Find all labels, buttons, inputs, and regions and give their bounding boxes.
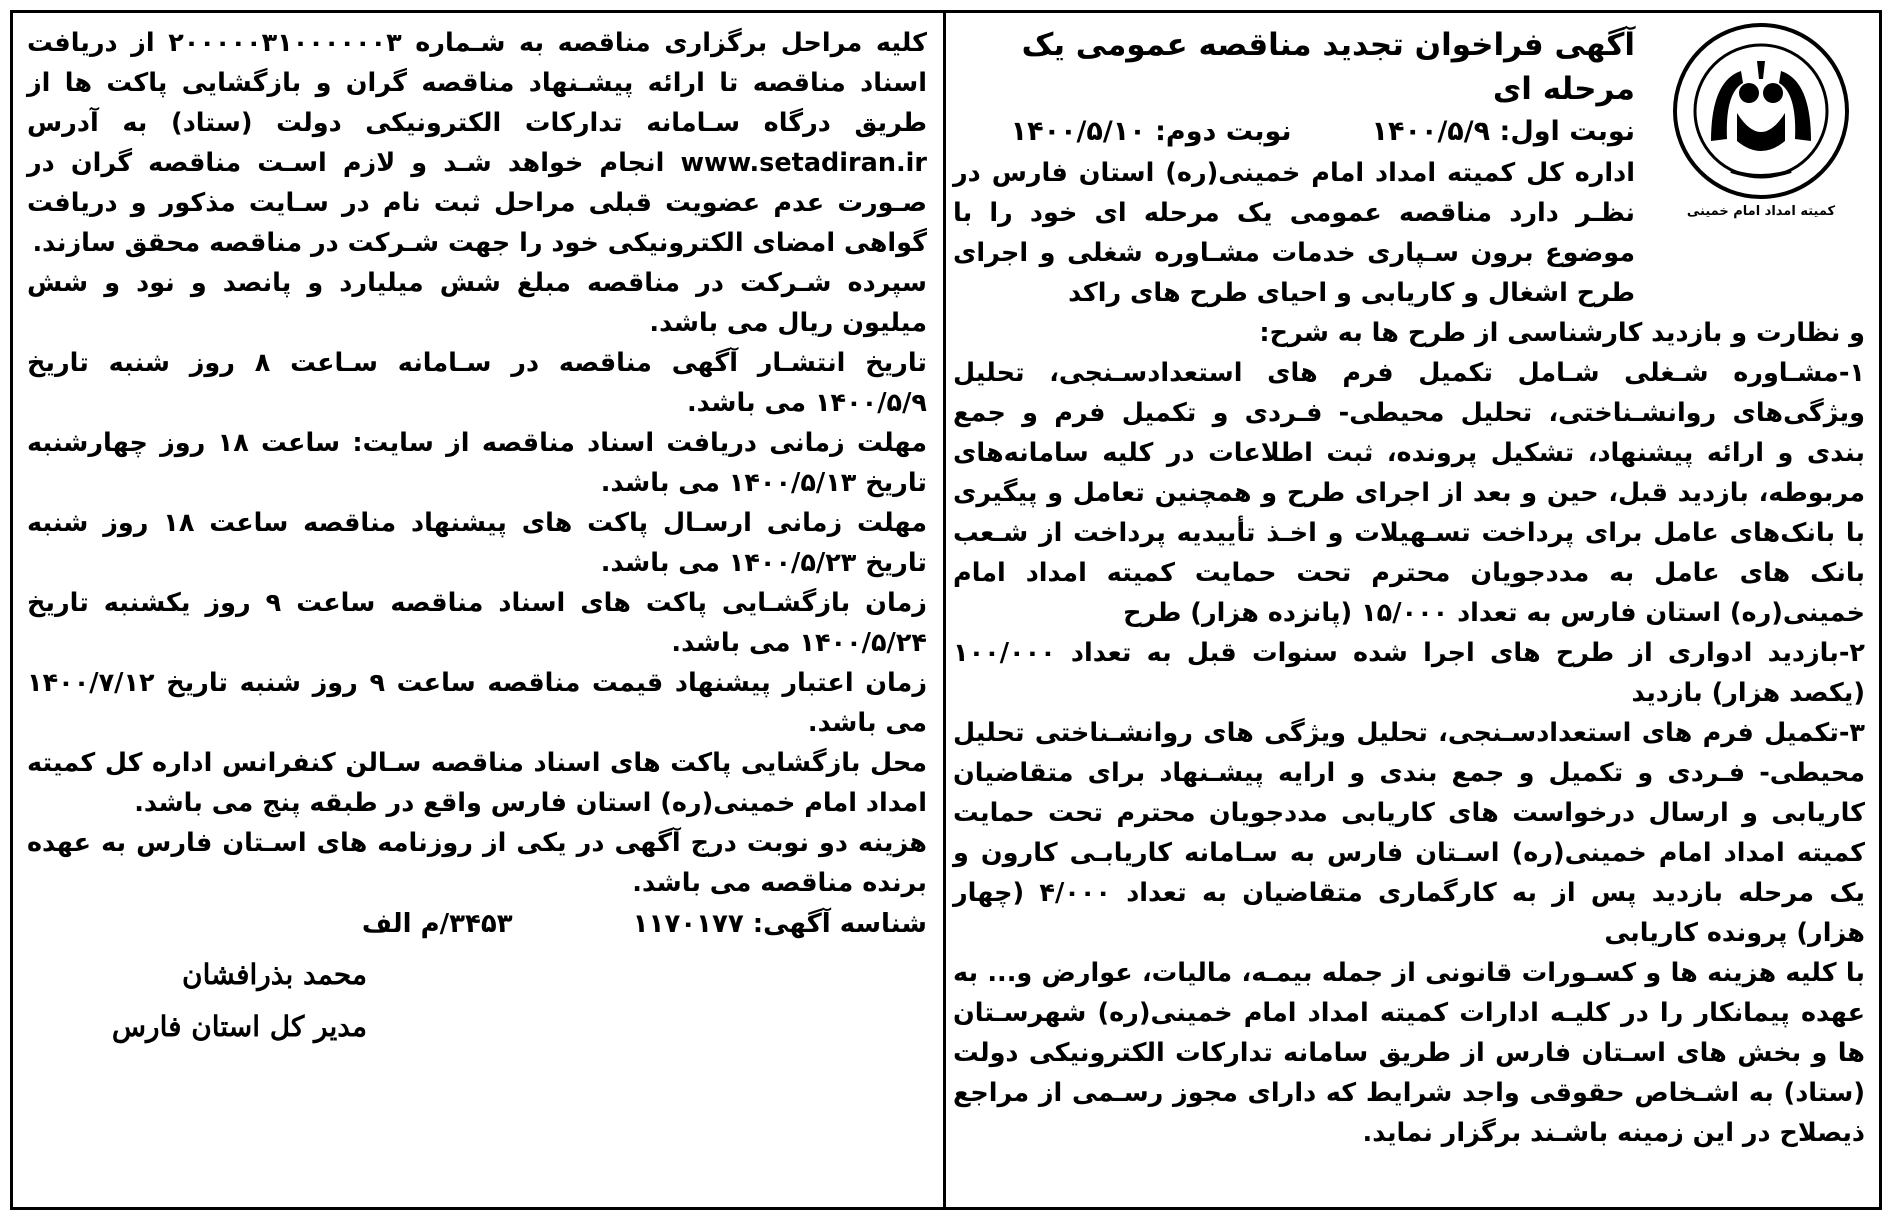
logo-caption: کمیته امداد امام خمینی (1686, 204, 1836, 219)
notice-frame (10, 10, 1882, 1210)
intro-continuation: و نظارت و بازدید کارشناسی از طرح ها به شرح: (1259, 318, 1865, 348)
signer-name: محمد بذرافشان (182, 958, 367, 991)
first-round-date: نوبت اول: ۱۴۰۰/۵/۹ (1371, 116, 1635, 147)
item-1: ۱-مشـاوره شـغلی شـامل تکمیل فرم های استعدادسـنجی، تحلیل ویژگی‌های روانشـناختی، تحلیل محیطی- فـردی و تکمیل فرم و جمع بندی و ارائه پیشنهاد، تشکیل پرونده، ثبت اطلاعات در کلیه سامانه‌های مربوطه، بازدید قبل، حین و بعد از اجرای طرح و همچنین تعامل و پیگیری با بانک‌های عامل برای پرداخت تسـهیلات و اخـذ تأییدیه پرداخت از شـعب بانک های عامل به مددجویان محترم تحت حمایت کمیته امداد امام خمینی(ره) استان فارس به تعداد ۱۵/۰۰۰ (پانزده هزار) طرح (953, 358, 1865, 628)
ad-id: شناسه آگهی: ۱۱۷۰۱۷۷ (632, 909, 927, 939)
costs-paragraph: با کلیه هزینه ها و کسـورات قانونی از جمله بیمـه، مالیات، عوارض و... به عهده پیمانکار را در کلیـه ادارات کمیته امداد امام خمینی(ره) شهرسـتان ها و بخش های اسـتان فارس از طریق سامانه تدارکات الکترونیکی دولت (ستاد) به اشـخاص حقوقی واجد شرایط که دارای مجوز رسـمی از مراجع ذیصلاح در این زمینه باشـند برگزار نماید. (953, 958, 1865, 1148)
left-column (13, 13, 943, 1207)
opening-location-paragraph: محل بازگشایی پاکت های اسناد مناقصه سـالن کنفرانس اداره کل کمیته امداد امام خمینی(ره) استان فارس واقع در طبقه پنج می باشد. (27, 748, 927, 818)
publication-date-paragraph: تاریخ انتشـار آگهی مناقصه در سـامانه سـاعت ۸ روز شنبه تاریخ ۱۴۰۰/۵/۹ می باشد. (27, 348, 927, 418)
signer-title: مدیر کل استان فارس (111, 1010, 367, 1043)
organization-logo (1651, 21, 1871, 251)
emdad-emblem-icon (1671, 21, 1851, 201)
ad-cost-paragraph: هزینه دو نوبت درج آگهی در یکی از روزنامه های اسـتان فارس به عهده برنده مناقصه می باشد. (27, 828, 927, 898)
second-round-date: نوبت دوم: ۱۴۰۰/۵/۱۰ (1010, 116, 1292, 147)
ad-code: ۳۴۵۳/م الف (361, 909, 513, 939)
right-column (937, 13, 1879, 1207)
deposit-paragraph: سپرده شـرکت در مناقصه مبلغ شش میلیارد و پانصد و نود و شش میلیون ریال می باشد. (27, 268, 927, 338)
procedure-paragraph: کلیه مراحل برگزاری مناقصه به شـماره ۲۰۰۰۰۰۳۱۰۰۰۰۰۰۳ از دریافت اسناد مناقصه تا ارائه پیشـنهاد مناقصه گران و بازگشایی پاکت ها از طریق درگاه سـامانه تدارکات الکترونیکی دولت (ستاد) به آدرس www.setadiran.ir انجام خواهد شـد و لازم اسـت مناقصه گران در صـورت عدم عضویت قبلی مراحل ثبت نام در سـایت مذکور و دریافت گواهی امضای الکترونیکی خود را جهت شـرکت در مناقصه محقق سازند. (27, 28, 927, 258)
notice-title: آگهی فراخوان تجدید مناقصه عمومی یک مرحله ای (1021, 27, 1635, 107)
document-deadline-paragraph: مهلت زمانی دریافت اسناد مناقصه از سایت: ساعت ۱۸ روز چهارشنبه تاریخ ۱۴۰۰/۵/۱۳ می باشد. (27, 428, 927, 498)
opening-time-paragraph: زمان بازگشـایی پاکت های اسناد مناقصه ساعت ۹ روز یکشنبه تاریخ ۱۴۰۰/۵/۲۴ می باشد. (27, 588, 927, 658)
validity-paragraph: زمان اعتبار پیشنهاد قیمت مناقصه ساعت ۹ روز شنبه تاریخ ۱۴۰۰/۷/۱۲ می باشد. (27, 668, 927, 738)
column-divider (943, 13, 946, 1207)
intro-paragraph: اداره کل کمیته امداد امام خمینی(ره) استان فارس در نظـر دارد مناقصه عمومی یک مرحله ای خود را با موضوع برون سـپاری خدمات مشـاوره شغلی و اجرای طرح اشغال و کاریابی و احیای طرح های راکد (953, 158, 1635, 308)
submission-deadline-paragraph: مهلت زمانی ارسـال پاکت های پیشنهاد مناقصه ساعت ۱۸ روز شنبه تاریخ ۱۴۰۰/۵/۲۳ می باشد. (27, 508, 927, 578)
item-2: ۲-بازدید ادواری از طرح های اجرا شده سنوات قبل به تعداد ۱۰۰/۰۰۰ (یکصد هزار) بازدید (953, 638, 1865, 708)
publication-rounds (953, 111, 1635, 153)
item-3: ۳-تکمیل فرم های استعدادسـنجی، تحلیل ویژگی های روانشـناختی تحلیل محیطی- فـردی و تکمیل و جمع بندی و ارایه پیشـنهاد برای متقاضیان کاریابی و ارسال درخواست های کاریابی مددجویان محترم تحت حمایت کمیته امداد امام خمینی(ره) اسـتان فارس به سـامانه کاریابـی کارون و یک مرحله بازدید پس از به کارگماری متقاضیان به تعداد ۴/۰۰۰ (چهار هزار) پرونده کاریابی (953, 718, 1865, 948)
ad-identifier-row (27, 903, 927, 945)
